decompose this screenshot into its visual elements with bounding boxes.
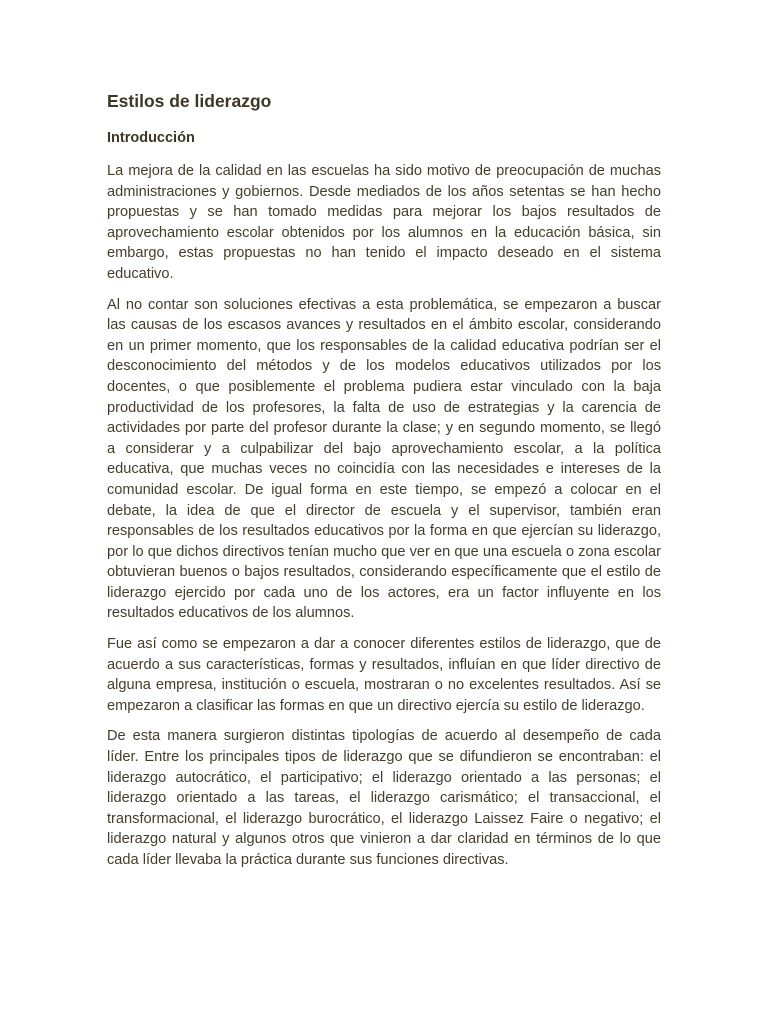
document-page bbox=[107, 88, 661, 881]
paragraph-2: Al no contar son soluciones efectivas a esta problemática, se empezaron a buscar las causas de los escasos avances y resultados en el ámbito escolar, considerando en un primer momento, que los responsables de la calidad educativa podrían ser el desconocimiento del métodos y de los modelos educativos utilizados por los docentes, o que posiblemente el problema pudiera estar vinculado con la baja productividad de los profesores, la falta de uso de estrategias y la carencia de actividades por parte del profesor durante la clase; y en segundo momento, se llegó a considerar y a culpabilizar del bajo aprovechamiento escolar, a la política educativa, que muchas veces no coincidía con las necesidades e intereses de la comunidad escolar. De igual forma en este tiempo, se empezó a colocar en el debate, la idea de que el director de escuela y el supervisor, también eran responsables de los resultados educativos por la forma en que ejercían su liderazgo, por lo que dichos directivos tenían mucho que ver en que una escuela o zona escolar obtuvieran buenos o bajos resultados, considerando específicamente que el estilo de liderazgo ejercido por cada uno de los actores, era un factor influyente en los resultados educativos de los alumnos. bbox=[107, 296, 661, 622]
paragraph-1: La mejora de la calidad en las escuelas ha sido motivo de preocupación de muchas administraciones y gobiernos. Desde mediados de los años setentas se han hecho propuestas y se han tomado medidas para mejorar los bajos resultados de aprovechamiento escolar obtenidos por los alumnos en la educación básica, sin embargo, estas propuestas no han tenido el impacto deseado en el sistema educativo. bbox=[107, 163, 661, 282]
paragraph-3: Fue así como se empezaron a dar a conocer diferentes estilos de liderazgo, que de acuerdo a sus características, formas y resultados, influían en que líder directivo de alguna empresa, institución o escuela, mostraran o no excelentes resultados. Así se empezaron a clasificar las formas en que un directivo ejercía su estilo de liderazgo. bbox=[107, 636, 661, 714]
section-heading: Introducción bbox=[107, 130, 195, 146]
document-title: Estilos de liderazgo bbox=[107, 91, 272, 111]
paragraph-4: De esta manera surgieron distintas tipologías de acuerdo al desempeño de cada líder. Entre los principales tipos de liderazgo que se difundieron se encontraban: el liderazgo autocrático, el participativo; el liderazgo orientado a las personas; el liderazgo orientado a las tareas, el liderazgo carismático; el transaccional, el transformacional, el liderazgo burocrático, el liderazgo Laissez Faire o negativo; el liderazgo natural y algunos otros que vinieron a dar claridad en términos de lo que cada líder llevaba la práctica durante sus funciones directivas. bbox=[107, 728, 661, 868]
